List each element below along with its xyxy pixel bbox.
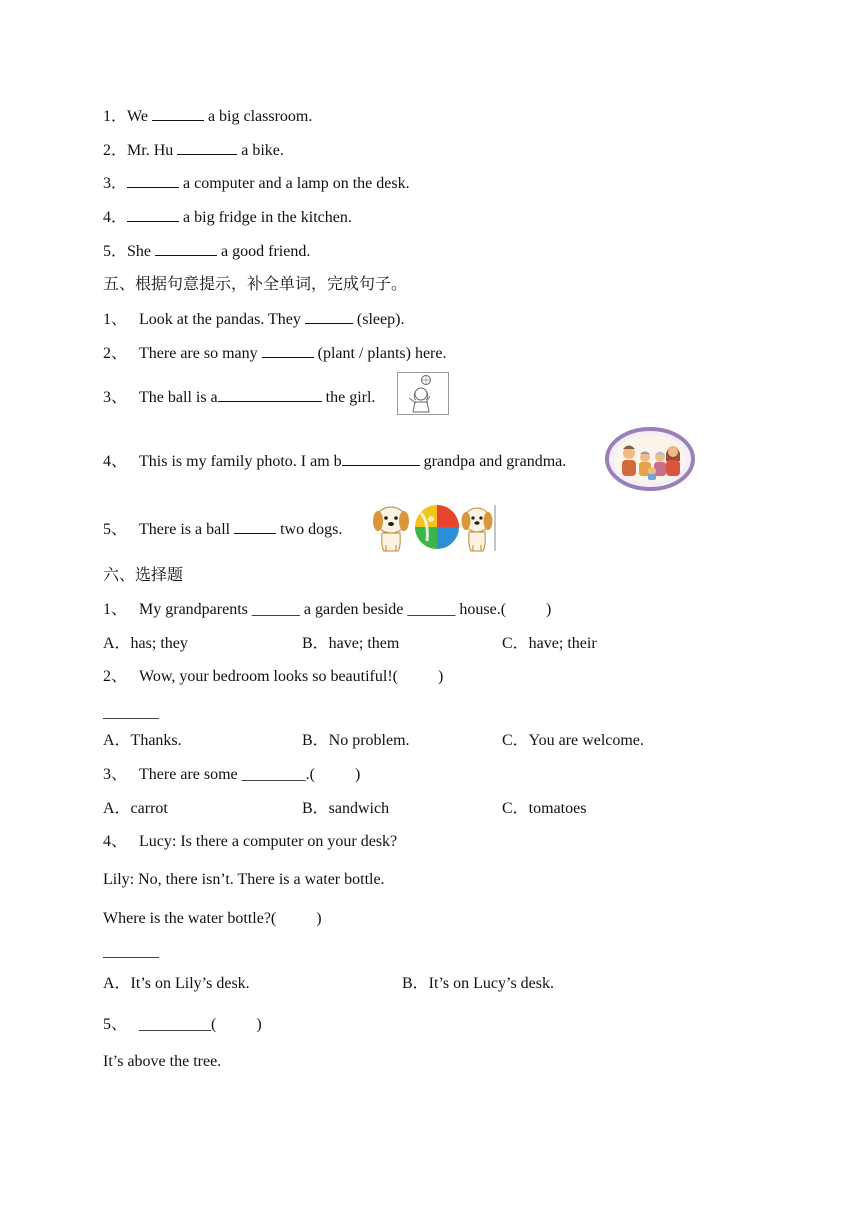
- blank[interactable]: [152, 106, 204, 121]
- q3-option-b[interactable]: B．sandwich: [302, 800, 390, 817]
- p5-item-1: 1、 Look at the pandas. They (sleep).: [103, 311, 405, 328]
- girl-with-ball-image: [397, 372, 449, 415]
- part6-heading: 六、选择题: [103, 567, 184, 584]
- q3-text: 3、 There are some ________.( ): [103, 766, 361, 783]
- blank[interactable]: [127, 207, 179, 222]
- q1-option-b[interactable]: B．have; them: [302, 635, 400, 652]
- q2-text: 2、 Wow, your bedroom looks so beautiful!( ): [103, 668, 444, 685]
- p4-item-2: 2．Mr. Hu a bike.: [103, 142, 284, 159]
- p4-item-3: 3． a computer and a lamp on the desk.: [103, 175, 410, 192]
- blank[interactable]: [234, 519, 276, 534]
- ball-icon: [415, 505, 459, 549]
- blank[interactable]: [262, 343, 314, 358]
- q2-option-c[interactable]: C．You are welcome.: [502, 732, 644, 749]
- dog-right-icon: [462, 508, 493, 551]
- blank[interactable]: [305, 309, 353, 324]
- q4-line2: Lily: No, there isn’t. There is a water bottle.: [103, 871, 385, 888]
- p5-item-3: 3、 The ball is a the girl.: [103, 389, 376, 406]
- q4-line3: Where is the water bottle?( ): [103, 910, 322, 927]
- q1-option-c[interactable]: C．have; their: [502, 635, 597, 652]
- q4-text: 4、 Lucy: Is there a computer on your desk?: [103, 833, 398, 850]
- q3-option-a[interactable]: A．carrot: [103, 800, 168, 817]
- q2-option-b[interactable]: B．No problem.: [302, 732, 410, 749]
- p5-item-4: 4、 This is my family photo. I am b grandpa and grandma.: [103, 453, 567, 470]
- blank[interactable]: [155, 241, 217, 256]
- p4-item-1: 1．We a big classroom.: [103, 108, 313, 125]
- q2-blank[interactable]: _______: [103, 704, 159, 721]
- q1-text: 1、 My grandparents ______ a garden beside ______ house.( ): [103, 601, 552, 618]
- q5-text: 5、 _________( ): [103, 1016, 262, 1033]
- family-photo-image: [605, 427, 695, 491]
- p5-item-2: 2、 There are so many (plant / plants) here.: [103, 345, 447, 362]
- q1-option-a[interactable]: A．has; they: [103, 635, 188, 652]
- dog-left-icon: [373, 507, 409, 551]
- q4-option-a[interactable]: A．It’s on Lily’s desk.: [103, 975, 250, 992]
- blank[interactable]: [127, 173, 179, 188]
- q5-line2: It’s above the tree.: [103, 1053, 222, 1070]
- q4-option-b[interactable]: B．It’s on Lucy’s desk.: [402, 975, 554, 992]
- p4-item-5: 5．She a good friend.: [103, 243, 311, 260]
- p5-item-5: 5、 There is a ball two dogs.: [103, 521, 343, 538]
- blank[interactable]: [218, 387, 322, 402]
- q2-option-a[interactable]: A．Thanks.: [103, 732, 182, 749]
- part5-heading: 五、根据句意提示，补全单词，完成句子。: [103, 276, 408, 293]
- p4-item-4: 4． a big fridge in the kitchen.: [103, 209, 352, 226]
- dogs-and-ball-image: [369, 501, 497, 553]
- blank[interactable]: [342, 451, 420, 466]
- q4-blank[interactable]: _______: [103, 943, 159, 960]
- q3-option-c[interactable]: C．tomatoes: [502, 800, 587, 817]
- blank[interactable]: [177, 140, 237, 155]
